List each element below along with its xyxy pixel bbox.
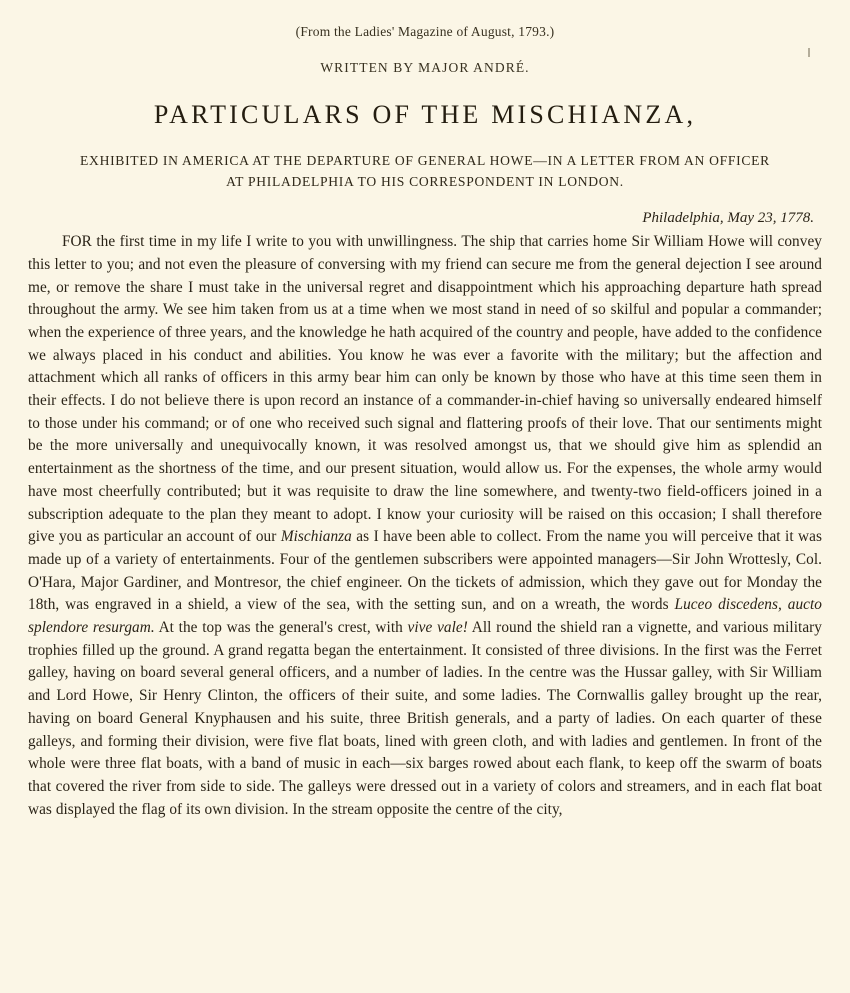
body-italic-latin-motto: Luceo discedens, aucto splendore resurgam.: [28, 596, 822, 637]
page-title: PARTICULARS OF THE MISCHIANZA,: [153, 100, 697, 129]
subtitle: [28, 150, 822, 192]
subtitle-line-1: EXHIBITED IN AMERICA AT THE DEPARTURE OF GENERAL HOWE—IN A LETTER FROM AN OFFICER: [80, 153, 770, 168]
letter-body: [28, 231, 822, 821]
source-note: (From the Ladies' Magazine of August, 1793.): [295, 24, 555, 39]
body-text-part-3: At the top was the general's crest, with: [154, 619, 408, 637]
body-text-part-1: FOR the first time in my life I write to you with unwillingness. The ship that carries home Sir William Howe will convey this letter to you; and not even the pleasure of conversing with my friend can secure me from the general dejection I see around me, or remove the share I must take in the universal regret and disappointment which his approaching departure hath spread throughout the army. We see him taken from us at a time when we most stand in need of so skilful and popular a commander; when the experience of three years, and the knowledge he hath acquired of the country and people, have added to the confidence we always placed in his conduct and abilities. You know he was ever a favorite with the military; but the affection and attachment which all ranks of officers in this army bear him can only be known by those who have at this time seen them in their effects. I do not believe there is upon record an instance of a commander-in-chief having so universally endeared himself to those under his command; or of one who received such signal and flattering proofs of their love. That our sentiments might be the more universally and unequivocally known, it was resolved amongst us, that we should give him as splendid an entertainment as the shortness of the time, and our present situation, would allow us. For the expenses, the whole army would have most cheerfully contributed; but it was requisite to draw the line somewhere, and twenty-two field-officers joined in a subscription adequate to the plan they meant to adopt. I know your curiosity will be raised on this occasion; I shall therefore give you as particular an account of our: [28, 233, 822, 546]
body-italic-mischianza: Mischianza: [280, 528, 352, 546]
author-byline: WRITTEN BY MAJOR ANDRÉ.: [320, 60, 530, 75]
body-text-part-4: All round the shield ran a vignette, and various military trophies filled up the ground. A grand regatta began the entertainment. It consisted of three divisions. In the first was the Ferret galley, having on board several general officers, and a number of ladies. In the centre was the Hussar galley, with Sir William and Lord Howe, Sir Henry Clinton, the officers of their suite, and some ladies. The Cornwallis galley brought up the rear, having on board General Knyphausen and his suite, three British generals, and a party of ladies. On each quarter of these galleys, and forming their division, were five flat boats, lined with green cloth, and with ladies and gentlemen. In front of the whole were three flat boats, with a band of music in each—six barges rowed about each flank, to keep off the swarm of boats that covered the river from side to side. The galleys were dressed out in a variety of colors and streamers, and in each flat boat was displayed the flag of its own division. In the stream opposite the centre of the city,: [28, 619, 823, 818]
dateline: Philadelphia, May 23, 1778.: [642, 210, 814, 227]
body-text-part-2: as I have been able to collect. From the name you will perceive that it was made up of a variety of entertainments. Four of the gentlemen subscribers were appointed managers—Sir John Wrottesly, Col. O'Hara, Major Gardiner, and Montresor, the chief engineer. On the tickets of admission, which they gave out for Monday the 18th, was engraved in a shield, a view of the sea, with the setting sun, and on a wreath, the words: [28, 528, 822, 614]
subtitle-line-2: AT PHILADELPHIA TO HIS CORRESPONDENT IN LONDON.: [226, 174, 624, 190]
body-italic-vive-vale: vive vale!: [407, 619, 468, 637]
page-edge-mark: [808, 48, 810, 57]
